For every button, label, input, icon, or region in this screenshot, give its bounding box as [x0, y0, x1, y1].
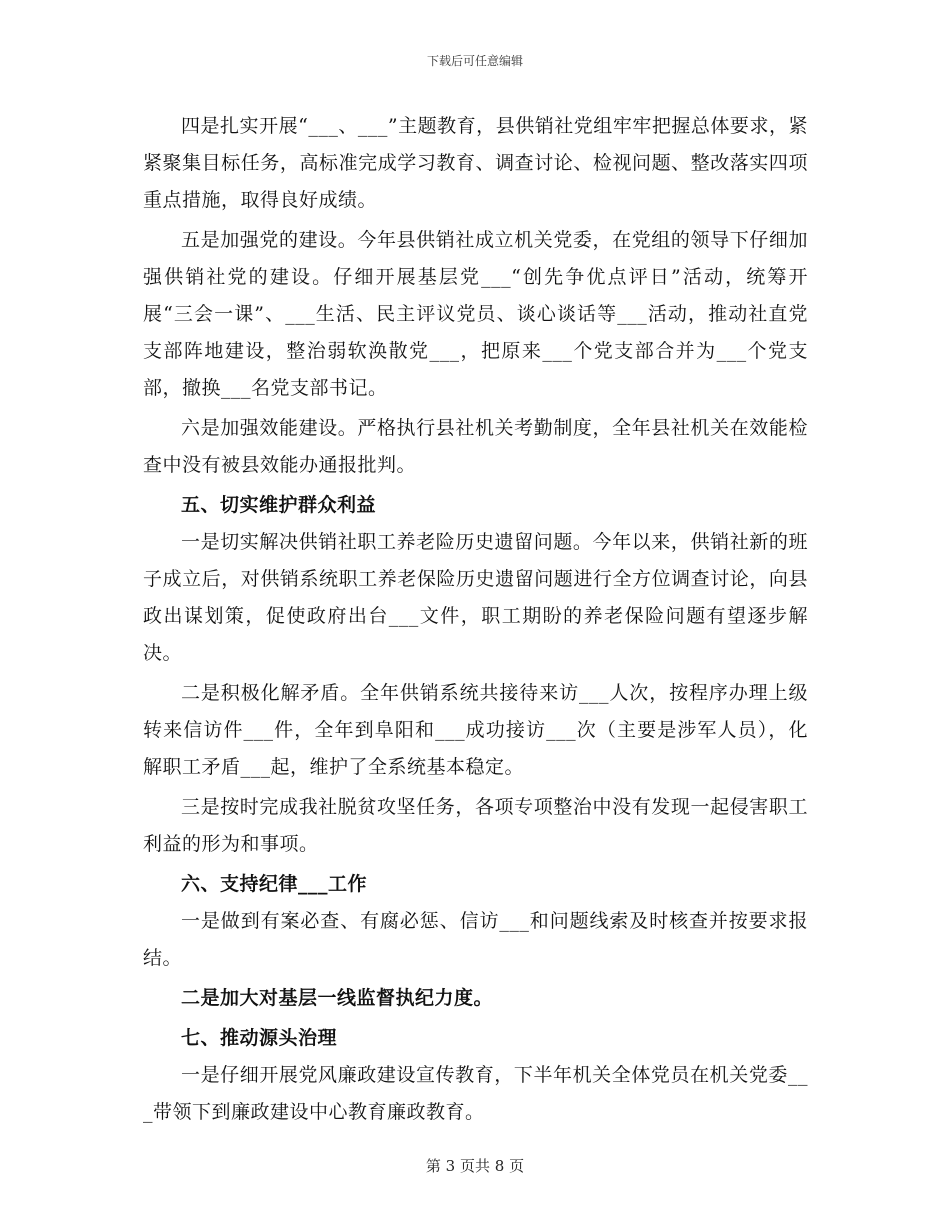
paragraph-poverty-alleviation: 三是按时完成我社脱贫攻坚任务，各项专项整治中没有发现一起侵害职工利益的形为和事项。: [143, 796, 808, 855]
paragraph-case-investigation: 一是做到有案必查、有腐必惩、信访___和问题线索及时核查并按要求报结。: [143, 910, 808, 969]
paragraph-resolve-conflicts: 二是积极化解矛盾。全年供销系统共接待来访___人次，按程序办理上级转来信访件___件，全年到阜阳和___成功接访___次（主要是涉军人员），化解职工矛盾___起，维护了全系统基本稳定。: [143, 682, 808, 778]
paragraph-party-building: 五是加强党的建设。今年县供销社成立机关党委，在党组的领导下仔细加强供销社党的建设。仔细开展基层党___“创先争优点评日”活动，统筹开展“三会一课”、___生活、民主评议党员、谈心谈话等___活动，推动社直党支部阵地建设，整治弱软涣散党___，把原来___个党支部合并为___个党支部，撤换___名党支部书记。: [143, 229, 808, 399]
section-heading-6: 六、支持纪律___工作: [181, 873, 368, 895]
document-body: [143, 108, 808, 1131]
section-heading-7: 七、推动源头治理: [181, 1027, 338, 1049]
page-number: 第 3 页共 8 页: [425, 1157, 525, 1175]
bold-paragraph-supervision: 二是加大对基层一线监督执纪力度。: [181, 987, 494, 1009]
section-heading-5: 五、切实维护群众利益: [181, 494, 377, 516]
page-header: 下载后可任意编辑: [426, 54, 523, 68]
paragraph-integrity-education: 一是仔细开展党风廉政建设宣传教育，下半年机关全体党员在机关党委___带领下到廉政建设中心教育廉政教育。: [143, 1064, 808, 1123]
paragraph-theme-education: 四是扎实开展“___、___”主题教育，县供销社党组牢牢把握总体要求，紧紧聚集目标任务，高标准完成学习教育、调查讨论、检视问题、整改落实四项重点措施，取得良好成绩。: [143, 115, 808, 211]
paragraph-pension-issue: 一是切实解决供销社职工养老险历史遗留问题。今年以来，供销社新的班子成立后，对供销系统职工养老保险历史遗留问题进行全方位调查讨论，向县政出谋划策，促使政府出台___文件，职工期盼的养老保险问题有望逐步解决。: [143, 531, 808, 664]
paragraph-efficiency: 六是加强效能建设。严格执行县社机关考勤制度，全年县社机关在效能检查中没有被县效能办通报批判。: [143, 417, 808, 476]
